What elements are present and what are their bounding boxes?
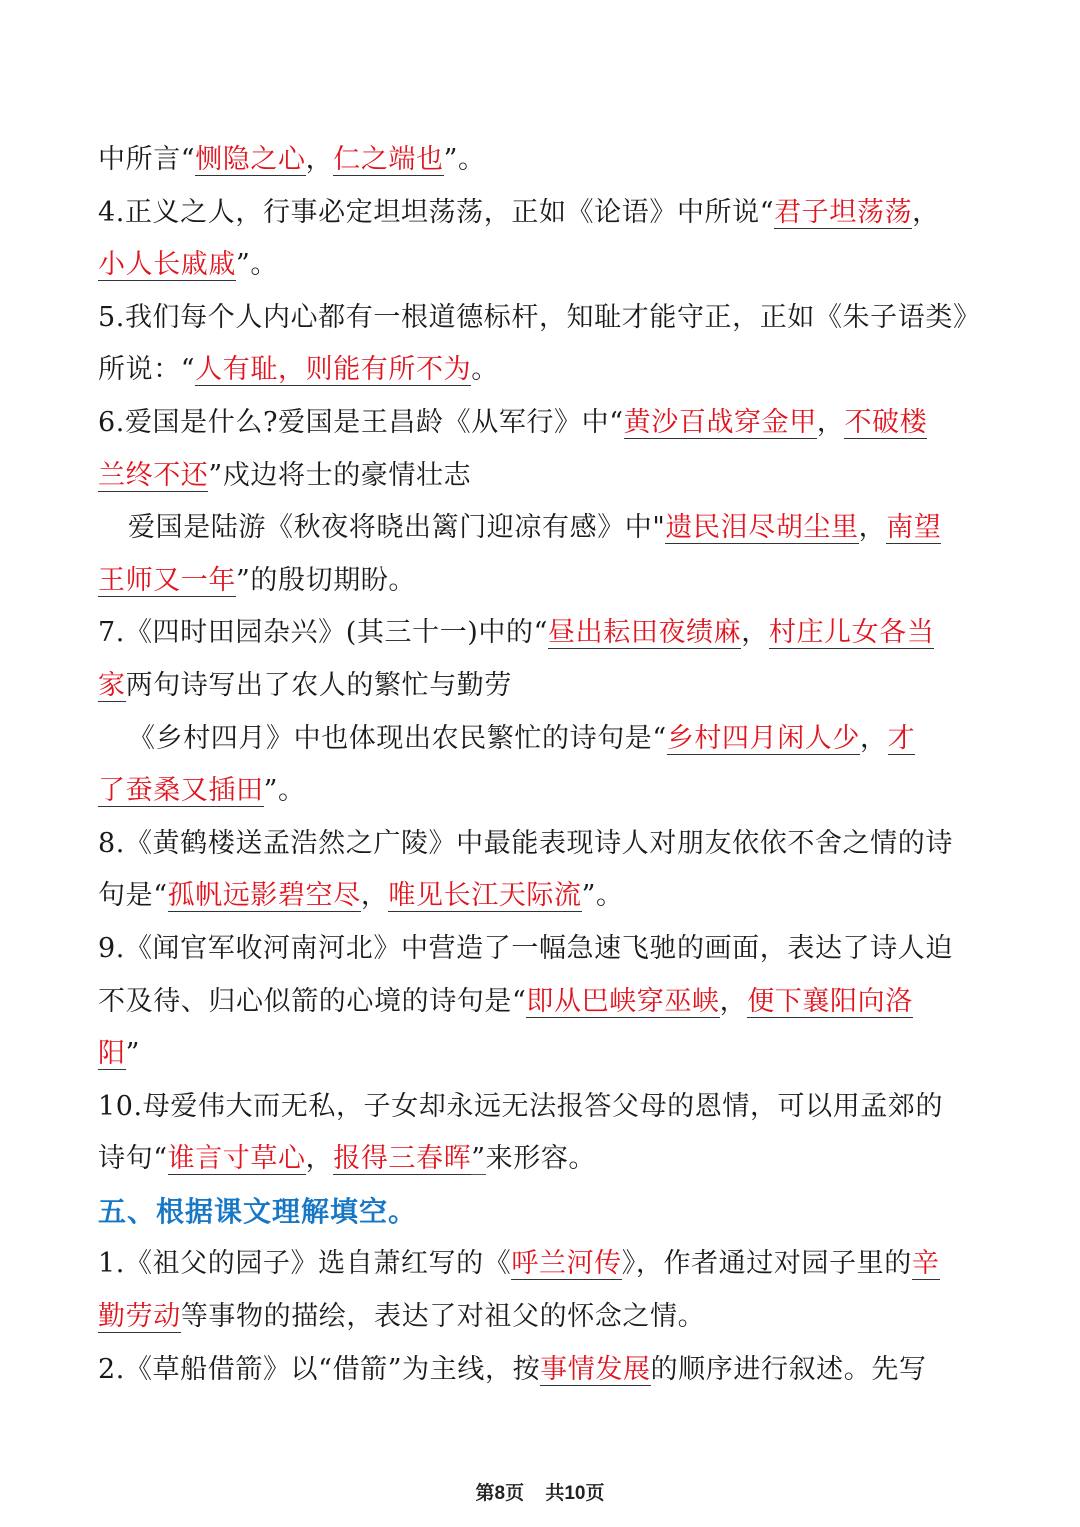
answer-text: 谁言寸草心 — [167, 1143, 306, 1175]
answer-text: 孤帆远影碧空尽 — [167, 880, 361, 912]
body-text: 《乡村四月》中也体现出农民繁忙的诗句是“ — [128, 722, 667, 754]
answer-text: 即从巴峡穿巫峡 — [526, 985, 720, 1017]
body-text: ”的殷切期盼。 — [236, 564, 417, 596]
body-text: ， — [816, 406, 845, 438]
body-text: ”。 — [236, 249, 279, 281]
answer-text: 黄沙百战穿金甲 — [623, 406, 817, 438]
answer-text: 事情发展 — [540, 1353, 651, 1385]
answer-text: 阳 — [98, 1038, 126, 1070]
answer-text: 仁之端也 — [333, 144, 444, 175]
body-text: 的顺序进行叙述。先写 — [650, 1353, 927, 1385]
answer-text: 不破楼 — [844, 406, 928, 438]
text-line — [98, 976, 982, 1029]
answer-text: 呼兰河传 — [511, 1248, 622, 1280]
text-line — [98, 713, 982, 766]
body-text: ”。 — [263, 775, 306, 807]
body-text: 来形容。 — [485, 1143, 597, 1175]
body-text: ， — [719, 985, 748, 1017]
page-footer — [0, 1478, 1080, 1505]
body-text: 五、根据课文理解填空。 — [98, 1194, 418, 1228]
answer-text: 昼出耘田夜绩麻 — [548, 617, 742, 649]
answer-text: 兰终不还 — [98, 459, 209, 491]
body-text: ， — [912, 196, 940, 228]
page-total: 共10页 — [545, 1483, 605, 1504]
body-text: 4.正义之人，行事必定坦坦荡荡，正如《论语》中所说“ — [98, 196, 775, 228]
section-heading — [98, 1186, 982, 1239]
body-text: 7.《四时田园杂兴》(其三十一)中的“ — [98, 617, 549, 649]
body-text: 》，作者通过对园子里的 — [621, 1248, 912, 1280]
answer-text: 人有耻，则能有所不为 — [195, 354, 472, 386]
answer-text: 家 — [98, 669, 126, 701]
body-text: 不及待、归心似箭的心境的诗句是“ — [98, 985, 527, 1017]
body-text: 5.我们每个人内心都有一根道德标杆，知耻才能守正，正如《朱子语类》 — [98, 301, 981, 333]
body-text: ， — [360, 880, 389, 912]
answer-text: 辛 — [911, 1248, 940, 1280]
body-text: 爱国是陆游《秋夜将晓出篱门迎凉有感》中" — [128, 512, 666, 544]
body-text: 诗句“ — [98, 1143, 168, 1175]
body-text: 6.爱国是什么?爱国是王昌龄《从军行》中“ — [98, 406, 624, 438]
body-text: ， — [860, 722, 888, 754]
text-line — [98, 555, 982, 608]
body-text: ， — [305, 144, 334, 175]
body-text: ”。 — [443, 144, 486, 175]
answer-text: 王师又一年 — [98, 564, 236, 596]
answer-text: 遗民泪尽胡尘里 — [665, 512, 859, 544]
text-line — [98, 187, 982, 240]
text-line — [98, 239, 982, 292]
body-text: ” — [125, 1038, 141, 1070]
text-line — [98, 1291, 982, 1344]
body-text: 中所言“ — [98, 144, 196, 175]
text-line — [98, 1344, 982, 1397]
text-line — [98, 397, 982, 450]
body-text: 两句诗写出了农人的繁忙与勤劳 — [125, 669, 513, 701]
text-line — [98, 1081, 982, 1134]
body-text: ”。 — [581, 880, 624, 912]
text-line — [98, 818, 982, 871]
blank-text: ” — [471, 1143, 486, 1175]
text-line — [98, 1238, 982, 1291]
text-line — [98, 134, 982, 187]
body-text: 等事物的描绘，表达了对祖父的怀念之情。 — [180, 1301, 706, 1333]
body-text: 8.《黄鹤楼送孟浩然之广陵》中最能表现诗人对朋友依依不舍之情的诗 — [98, 827, 953, 859]
body-text: 1.《祖父的园子》选自萧红写的《 — [98, 1248, 512, 1280]
answer-text: 恻隐之心 — [195, 144, 306, 175]
body-text: ， — [858, 512, 887, 544]
body-text: ， — [305, 1143, 334, 1175]
text-line — [98, 502, 982, 555]
body-text: 所说：“ — [98, 354, 196, 386]
text-line — [98, 1028, 982, 1081]
answer-text: 才 — [887, 722, 916, 754]
answer-text: 村庄儿女各当 — [768, 617, 935, 649]
answer-text: 了蚕桑又插田 — [98, 775, 264, 807]
text-line — [98, 1133, 982, 1186]
text-line — [98, 292, 982, 345]
page-number: 第8页 — [475, 1483, 525, 1504]
answer-text: 小人长戚戚 — [98, 249, 236, 281]
answer-text: 便下襄阳向洛 — [747, 985, 913, 1017]
text-line — [98, 607, 982, 660]
text-line — [98, 870, 982, 923]
answer-text: 君子坦荡荡 — [774, 196, 913, 228]
text-line — [98, 344, 982, 397]
body-text: 10.母爱伟大而无私，子女却永远无法报答父母的恩情，可以用孟郊的 — [98, 1090, 944, 1122]
answer-text: 唯见长江天际流 — [388, 880, 582, 912]
answer-text: 南望 — [886, 512, 942, 544]
body-text: 。 — [471, 354, 499, 386]
body-text: ”戍边将士的豪情壮志 — [208, 459, 472, 491]
answer-text: 勤劳动 — [98, 1301, 181, 1333]
body-text: 2.《草船借箭》以“借箭”为主线，按 — [98, 1353, 541, 1385]
document-body — [98, 134, 982, 1396]
text-line — [98, 660, 982, 713]
body-text: 9.《闻官军收河南河北》中营造了一幅急速飞驰的画面，表达了诗人迫 — [98, 932, 953, 964]
text-line — [98, 765, 982, 818]
answer-text: 乡村四月闲人少 — [666, 722, 861, 754]
body-text: 句是“ — [98, 880, 168, 912]
body-text: ， — [741, 617, 769, 649]
text-line — [98, 923, 982, 976]
text-line — [98, 450, 982, 503]
answer-text: 报得三春晖 — [333, 1143, 472, 1175]
